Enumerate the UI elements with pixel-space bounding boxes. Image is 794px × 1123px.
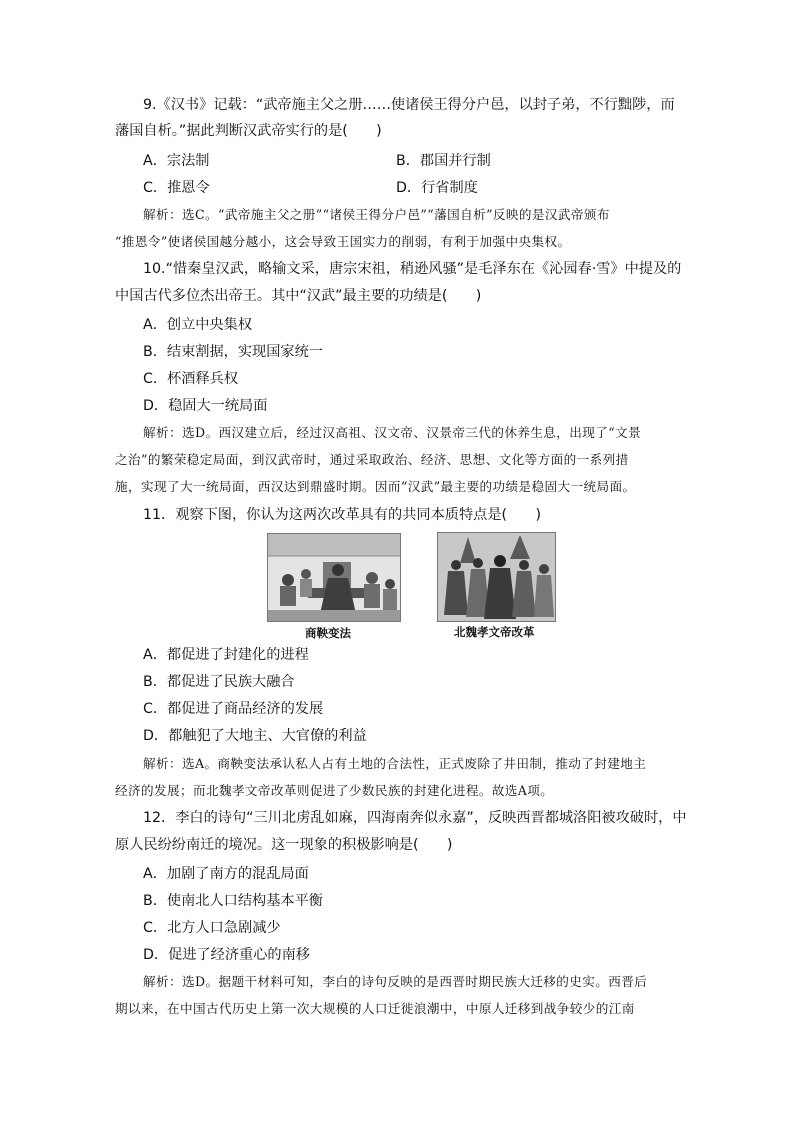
q9-stem-line2: 藩国自析。”据此判断汉武帝实行的是( ): [115, 123, 382, 139]
q12-option-d: D．促进了经济重心的南移: [143, 947, 310, 963]
q10-option-c: C．杯酒释兵权: [143, 371, 239, 387]
q11-explanation-line1: 解析：选A。商鞅变法承认私人占有土地的合法性，正式废除了井田制，推动了封建地主: [143, 756, 647, 771]
q9-explanation-line2: “推恩令”使诸侯国越分越小，这会导致王国实力的削弱，有利于加强中央集权。: [115, 234, 571, 249]
q11-option-d: D．都触犯了大地主、大官僚的利益: [143, 728, 367, 744]
q11-explanation-line2: 经济的发展；而北魏孝文帝改革则促进了少数民族的封建化进程。故选A项。: [115, 783, 554, 798]
q12-stem-line1: 12．李白的诗句“三川北虏乱如麻，四海南奔似永嘉”，反映西晋都城洛阳被攻破时，中: [143, 810, 687, 826]
xiaowen-reform-illustration: [438, 533, 555, 621]
q11-option-b: B．都促进了民族大融合: [143, 674, 295, 690]
q12-stem-line2: 原人民纷纷南迁的境况。这一现象的积极影响是( ): [115, 837, 453, 853]
q12-option-a: A．加剧了南方的混乱局面: [143, 866, 309, 882]
q9-option-d: D．行省制度: [396, 180, 478, 196]
q11-stem: 11．观察下图，你认为这两次改革具有的共同本质特点是( ): [143, 507, 542, 523]
xiaowen-reform-image: [437, 532, 556, 622]
q12-option-b: B．使南北人口结构基本平衡: [143, 893, 323, 909]
q9-option-a: A．宗法制: [143, 153, 210, 169]
q10-stem-line2: 中国古代多位杰出帝王。其中“汉武”最主要的功绩是( ): [115, 288, 482, 304]
q12-explanation-line1: 解析：选D。据题干材料可知，李白的诗句反映的是西晋时期民族大迁移的史实。西晋后: [143, 974, 648, 989]
shang-yang-reform-image: [267, 533, 401, 622]
q11-option-c: C．都促进了商品经济的发展: [143, 701, 324, 717]
q10-explanation-line1: 解析：选D。西汉建立后，经过汉高祖、汉文帝、汉景帝三代的休养生息，出现了“文景: [143, 425, 642, 440]
q12-option-c: C．北方人口急剧减少: [143, 920, 281, 936]
q10-explanation-line3: 施，实现了大一统局面，西汉达到鼎盛时期。因而“汉武”最主要的功绩是稳固大一统局面。: [115, 479, 636, 494]
q11-option-a: A．都促进了封建化的进程: [143, 647, 309, 663]
figure-right-caption: 北魏孝文帝改革: [454, 625, 535, 639]
q9-stem-line1: 9.《汉书》记载：“武帝施主父之册……使诸侯王得分户邑，以封子弟，不行黜陟，而: [143, 97, 675, 113]
q12-explanation-line2: 期以来，在中国古代历史上第一次大规模的人口迁徙浪潮中，中原人迁移到战争较少的江南: [115, 1001, 635, 1016]
q9-option-b: B．郡国并行制: [396, 153, 491, 169]
shang-yang-reform-illustration: [268, 534, 400, 621]
figure-left-caption: 商鞅变法: [305, 626, 351, 640]
q10-option-d: D．稳固大一统局面: [143, 398, 268, 414]
q9-option-c: C．推恩令: [143, 180, 210, 196]
q9-explanation-line1: 解析：选C。“武帝施主父之册”“诸侯王得分户邑”“藩国自析”反映的是汉武帝颁布: [143, 207, 610, 222]
q10-option-a: A．创立中央集权: [143, 317, 253, 333]
q10-option-b: B．结束割据，实现国家统一: [143, 344, 323, 360]
q10-explanation-line2: 之治”的繁荣稳定局面，到汉武帝时，通过采取政治、经济、思想、文化等方面的一系列措: [115, 452, 629, 467]
q10-stem-line1: 10.“惜秦皇汉武，略输文采，唐宗宋祖，稍逊风骚”是毛泽东在《沁园春·雪》中提及的: [143, 261, 682, 277]
